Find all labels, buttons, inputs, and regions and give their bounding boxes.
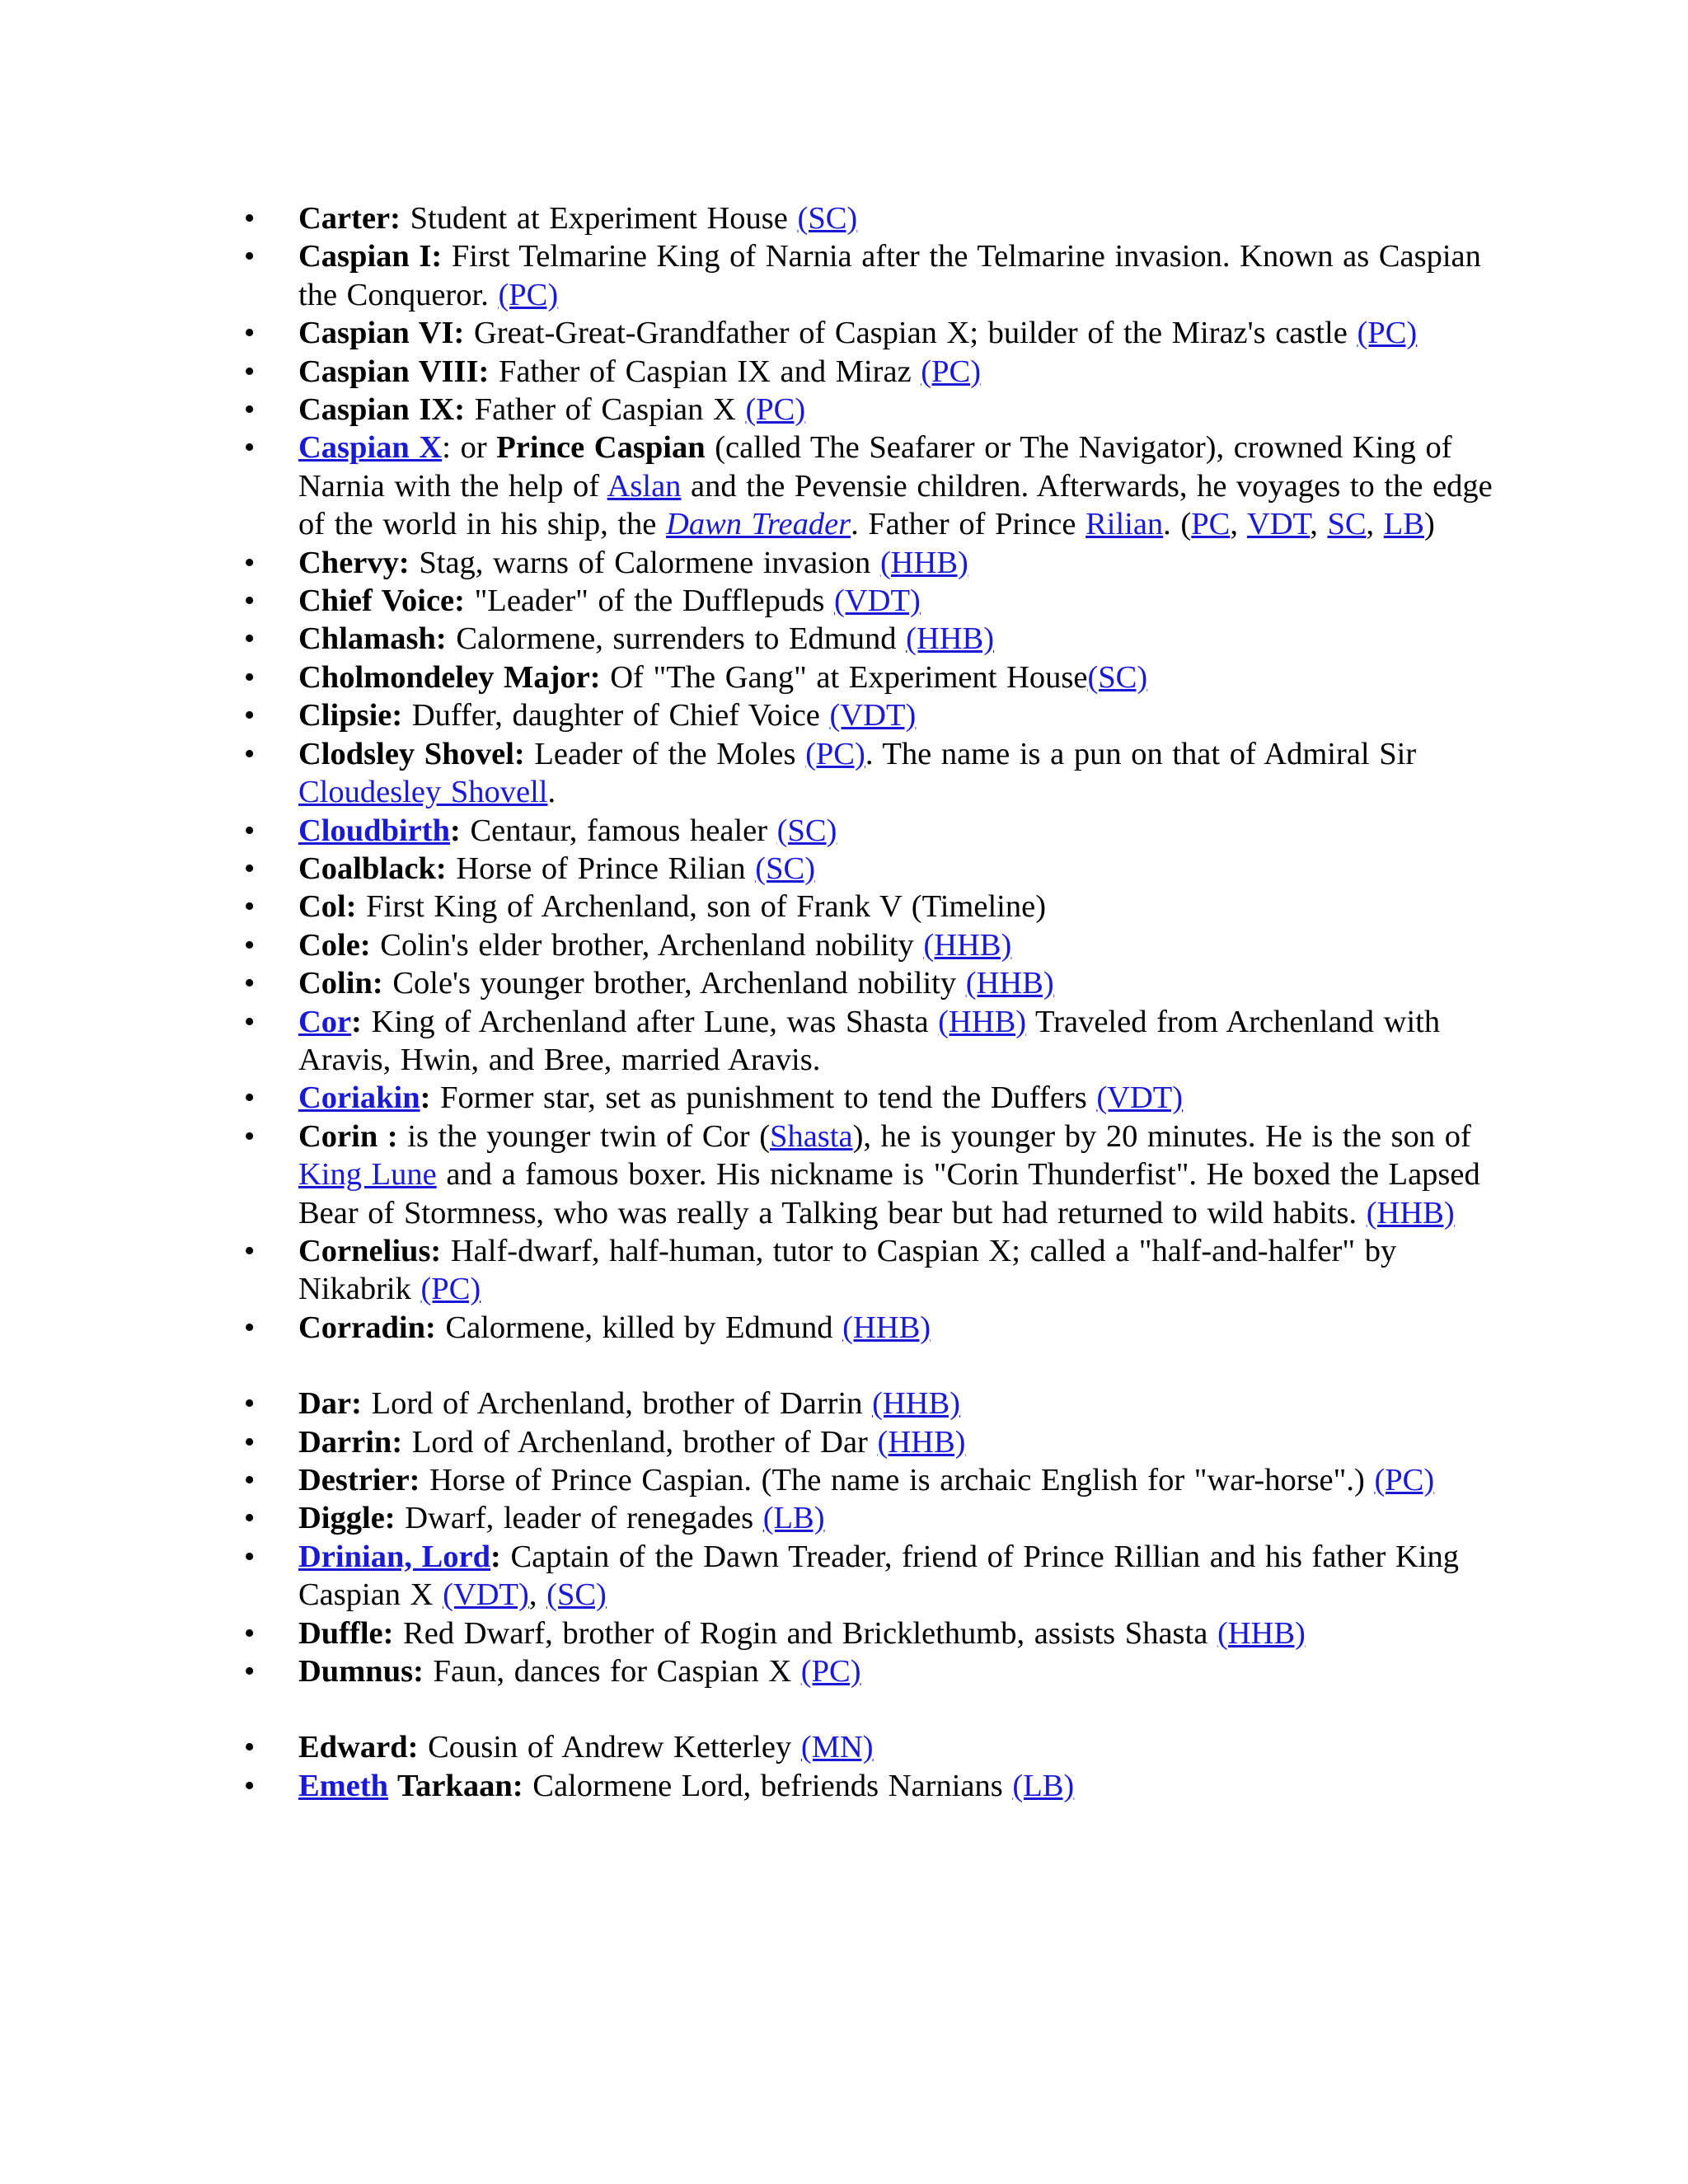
bullet-icon: • — [244, 1501, 256, 1536]
list-item — [244, 314, 1510, 352]
entry-text: , — [1230, 507, 1247, 542]
list-item — [244, 658, 1510, 696]
entry-term: Carter: — [298, 201, 401, 236]
reference-link[interactable]: LB — [1383, 507, 1424, 542]
entry-text: First King of Archenland, son of Frank V (Timeline) — [356, 889, 1047, 925]
bullet-icon: • — [244, 966, 256, 1001]
reference-link[interactable]: (SC) — [1087, 659, 1148, 695]
list-item — [244, 544, 1510, 582]
bullet-icon: • — [244, 889, 256, 925]
reference-link[interactable]: Shasta — [770, 1118, 853, 1154]
reference-link[interactable]: (HHB) — [879, 545, 968, 580]
list-item — [244, 1232, 1510, 1309]
name-link[interactable]: Caspian X — [298, 430, 443, 466]
entry-text: Calormene, surrenders to Edmund — [446, 621, 907, 657]
reference-link[interactable]: (SC) — [797, 201, 858, 236]
bullet-icon: • — [244, 1768, 256, 1803]
entry-group — [244, 1385, 1510, 1690]
bullet-icon: • — [244, 1424, 256, 1460]
reference-link[interactable]: (HHB) — [1217, 1615, 1306, 1651]
entry-term: Tarkaan: — [388, 1768, 523, 1803]
entry-group — [244, 1728, 1510, 1805]
list-item — [244, 1003, 1510, 1080]
reference-link[interactable]: (PC) — [498, 277, 559, 312]
entry-term: Clipsie: — [298, 698, 403, 733]
entry-term: Coalblack: — [298, 851, 447, 886]
entry-term: : — [351, 1004, 362, 1039]
list-item — [244, 850, 1510, 888]
bullet-icon: • — [244, 1080, 256, 1116]
reference-link[interactable]: (PC) — [800, 1654, 861, 1690]
bullet-icon: • — [244, 1539, 256, 1574]
list-item — [244, 353, 1510, 391]
entry-term: Duffle: — [298, 1615, 394, 1651]
entry-text: and a famous boxer. His nickname is "Corin Thunderfist". He boxed the Lapsed Bear of Stormness, who was really a Talking bear but had returned to wild habits. — [298, 1157, 1480, 1230]
entry-term: Col: — [298, 889, 357, 925]
reference-link[interactable]: King Lune — [298, 1157, 437, 1193]
entry-text: Father of Caspian IX and Miraz — [489, 354, 921, 389]
entry-term: Corradin: — [298, 1310, 436, 1345]
entry-term: Diggle: — [298, 1501, 396, 1536]
entry-text: . The name is a pun on that of Admiral Sir — [865, 736, 1417, 771]
entry-term: Caspian VIII: — [298, 354, 490, 389]
bullet-icon: • — [244, 201, 256, 236]
list-item — [244, 429, 1510, 543]
bullet-icon: • — [244, 1730, 256, 1765]
entry-text: , — [528, 1577, 547, 1613]
bullet-icon: • — [244, 239, 256, 274]
reference-link[interactable]: Aslan — [607, 468, 682, 504]
bullet-icon: • — [244, 583, 256, 619]
entry-text: ) — [1423, 507, 1435, 542]
entry-term: Darrin: — [298, 1424, 403, 1460]
reference-link[interactable]: (VDT) — [443, 1577, 529, 1613]
entry-text: First Telmarine King of Narnia after the Telmarine invasion. Known as Caspian the Conqueror. — [298, 239, 1481, 312]
entry-term: : — [420, 1080, 431, 1116]
entry-text: Great-Great-Grandfather of Caspian X; builder of the Miraz's castle — [464, 316, 1357, 351]
entry-text: Duffer, daughter of Chief Voice — [402, 698, 830, 733]
entry-group — [244, 199, 1510, 1347]
entry-text: is the younger twin of Cor ( — [397, 1118, 771, 1154]
reference-link[interactable]: PC — [1191, 507, 1231, 542]
list-item — [244, 1728, 1510, 1766]
entry-text: Cousin of Andrew Ketterley — [418, 1730, 801, 1765]
reference-link[interactable]: (MN) — [800, 1730, 874, 1765]
name-link[interactable]: Cor — [298, 1004, 352, 1039]
bullet-icon: • — [244, 621, 256, 657]
entry-text: Dwarf, leader of renegades — [395, 1501, 763, 1536]
list-item — [244, 199, 1510, 237]
entry-text: Calormene Lord, befriends Narnians — [523, 1768, 1013, 1803]
character-list — [244, 199, 1510, 1843]
list-item — [244, 1767, 1510, 1805]
bullet-icon: • — [244, 1310, 256, 1345]
entry-term: Destrier: — [298, 1463, 420, 1497]
reference-link[interactable]: (PC) — [1374, 1463, 1435, 1497]
reference-link[interactable]: (VDT) — [829, 698, 917, 733]
entry-term: Colin: — [298, 966, 383, 1001]
entry-text: . ( — [1163, 507, 1192, 542]
entry-term: Cornelius: — [298, 1233, 442, 1268]
bullet-icon: • — [244, 354, 256, 389]
bullet-icon: • — [244, 736, 256, 771]
list-item — [244, 926, 1510, 964]
entry-text: Traveled from Archenland with Aravis, Hwin, and Bree, married Aravis. — [298, 1004, 1441, 1077]
entry-term: Cholmondeley Major: — [298, 659, 601, 695]
list-item — [244, 620, 1510, 658]
list-item — [244, 1118, 1510, 1232]
entry-term: Chervy: — [298, 545, 410, 580]
entry-text: Faun, dances for Caspian X — [423, 1654, 801, 1690]
entry-text: : or — [442, 430, 497, 466]
bullet-icon: • — [244, 1463, 256, 1497]
reference-link[interactable]: (HHB) — [965, 966, 1054, 1001]
reference-link[interactable]: VDT — [1246, 507, 1311, 542]
entry-text: , — [1310, 507, 1328, 542]
bullet-icon: • — [244, 851, 256, 886]
reference-link[interactable]: Cloudesley Shovell — [298, 775, 548, 810]
list-item — [244, 1538, 1510, 1615]
entry-term: Caspian IX: — [298, 392, 466, 428]
list-item — [244, 1385, 1510, 1422]
entry-text: Centaur, famous healer — [460, 813, 777, 848]
list-item — [244, 1615, 1510, 1652]
bullet-icon: • — [244, 698, 256, 733]
list-item — [244, 391, 1510, 429]
entry-term: Chief Voice: — [298, 583, 465, 619]
entry-text: Leader of the Moles — [524, 736, 806, 771]
entry-text: . — [547, 775, 556, 810]
entry-text: Captain of the Dawn Treader, friend of Prince Rillian and his father King Caspian X — [298, 1539, 1459, 1613]
name-link[interactable]: Emeth — [298, 1768, 389, 1803]
entry-text: King of Archenland after Lune, was Shasta — [361, 1004, 939, 1039]
entry-text: "Leader" of the Dufflepuds — [464, 583, 835, 619]
list-item — [244, 582, 1510, 620]
entry-text: Horse of Prince Rilian — [446, 851, 756, 886]
entry-text: . Father of Prince — [851, 507, 1086, 542]
bullet-icon: • — [244, 659, 256, 695]
reference-link[interactable]: (PC) — [805, 736, 865, 771]
reference-link[interactable]: (PC) — [1357, 316, 1418, 351]
reference-link[interactable]: (PC) — [921, 354, 982, 389]
title-link[interactable]: Dawn Treader — [666, 507, 851, 542]
list-item — [244, 1499, 1510, 1537]
bullet-icon: • — [244, 1654, 256, 1690]
reference-link[interactable]: (HHB) — [938, 1004, 1027, 1039]
reference-link[interactable]: SC — [1327, 507, 1367, 542]
list-item — [244, 1423, 1510, 1461]
bullet-icon: • — [244, 545, 256, 580]
reference-link[interactable]: Rilian — [1085, 507, 1164, 542]
entry-term: Caspian I: — [298, 239, 443, 274]
entry-text: Lord of Archenland, brother of Dar — [402, 1424, 878, 1460]
list-item — [244, 888, 1510, 926]
reference-link[interactable]: (HHB) — [1366, 1195, 1455, 1230]
reference-link[interactable]: (VDT) — [1096, 1080, 1184, 1116]
entry-term: Edward: — [298, 1730, 419, 1765]
entry-text: and the Pevensie children. Afterwards, he voyages to the edge of the world in his ship, the — [298, 468, 1493, 542]
list-item — [244, 237, 1510, 314]
name-link[interactable]: Drinian, Lord — [298, 1539, 491, 1574]
list-item — [244, 964, 1510, 1002]
entry-text: Calormene, killed by Edmund — [435, 1310, 843, 1345]
reference-link[interactable]: (HHB) — [877, 1424, 966, 1460]
entry-text: Lord of Archenland, brother of Darrin — [361, 1386, 873, 1422]
reference-link[interactable]: (LB) — [1012, 1768, 1075, 1803]
entry-text: Red Dwarf, brother of Rogin and Bricklethumb, assists Shasta — [393, 1615, 1217, 1651]
list-item — [244, 1652, 1510, 1690]
entry-text: Half-dwarf, half-human, tutor to Caspian X; called a "half-and-halfer" by Nikabrik — [298, 1233, 1397, 1307]
bullet-icon: • — [244, 927, 256, 963]
entry-term: Cole: — [298, 927, 371, 963]
reference-link[interactable]: (PC) — [420, 1272, 481, 1307]
list-item — [244, 1079, 1510, 1117]
bullet-icon: • — [244, 1233, 256, 1268]
bullet-icon: • — [244, 1615, 256, 1651]
entry-term: Caspian VI: — [298, 316, 465, 351]
list-item — [244, 812, 1510, 850]
reference-link[interactable]: (SC) — [776, 813, 837, 848]
list-item — [244, 735, 1510, 812]
entry-text: Cole's younger brother, Archenland nobility — [382, 966, 966, 1001]
entry-term: : — [490, 1539, 501, 1574]
reference-link[interactable]: (SC) — [546, 1577, 607, 1613]
reference-link[interactable]: (HHB) — [923, 927, 1012, 963]
list-item — [244, 1309, 1510, 1347]
reference-link[interactable]: (HHB) — [842, 1310, 931, 1345]
name-link[interactable]: Coriakin — [298, 1080, 420, 1116]
entry-text: Horse of Prince Caspian. (The name is archaic English for "war-horse".) — [420, 1463, 1375, 1497]
reference-link[interactable]: (HHB) — [906, 621, 995, 657]
bullet-icon: • — [244, 392, 256, 428]
entry-text: Father of Caspian X — [465, 392, 746, 428]
entry-text: Stag, warns of Calormene invasion — [409, 545, 880, 580]
entry-text: (called The Seafarer or The Navigator), crowned King of Narnia with the help of — [298, 430, 1452, 504]
entry-text: Former star, set as punishment to tend the Duffers — [430, 1080, 1097, 1116]
entry-term: Dumnus: — [298, 1654, 424, 1690]
bullet-icon: • — [244, 430, 256, 466]
list-item — [244, 1461, 1510, 1499]
reference-link[interactable]: (VDT) — [834, 583, 921, 619]
entry-term: Clodsley Shovel: — [298, 736, 525, 771]
bullet-icon: • — [244, 1004, 256, 1039]
entry-text: , — [1366, 507, 1384, 542]
bullet-icon: • — [244, 813, 256, 848]
reference-link[interactable]: (PC) — [745, 392, 806, 428]
entry-text: Colin's elder brother, Archenland nobility — [370, 927, 924, 963]
entry-text: Student at Experiment House — [400, 201, 798, 236]
bullet-icon: • — [244, 1386, 256, 1422]
reference-link[interactable]: (LB) — [762, 1501, 825, 1536]
entry-term: Prince Caspian — [496, 430, 706, 466]
entry-term: : — [450, 813, 461, 848]
entry-term: Dar: — [298, 1386, 362, 1422]
reference-link[interactable]: (SC) — [755, 851, 816, 886]
entry-term: Corin : — [298, 1118, 398, 1154]
name-link[interactable]: Cloudbirth — [298, 813, 451, 848]
list-item — [244, 696, 1510, 734]
entry-text: ), he is younger by 20 minutes. He is the son of — [852, 1118, 1471, 1154]
bullet-icon: • — [244, 1118, 256, 1154]
entry-text: Of "The Gang" at Experiment House — [600, 659, 1088, 695]
bullet-icon: • — [244, 316, 256, 351]
entry-term: Chlamash: — [298, 621, 447, 657]
reference-link[interactable]: (HHB) — [872, 1386, 961, 1422]
